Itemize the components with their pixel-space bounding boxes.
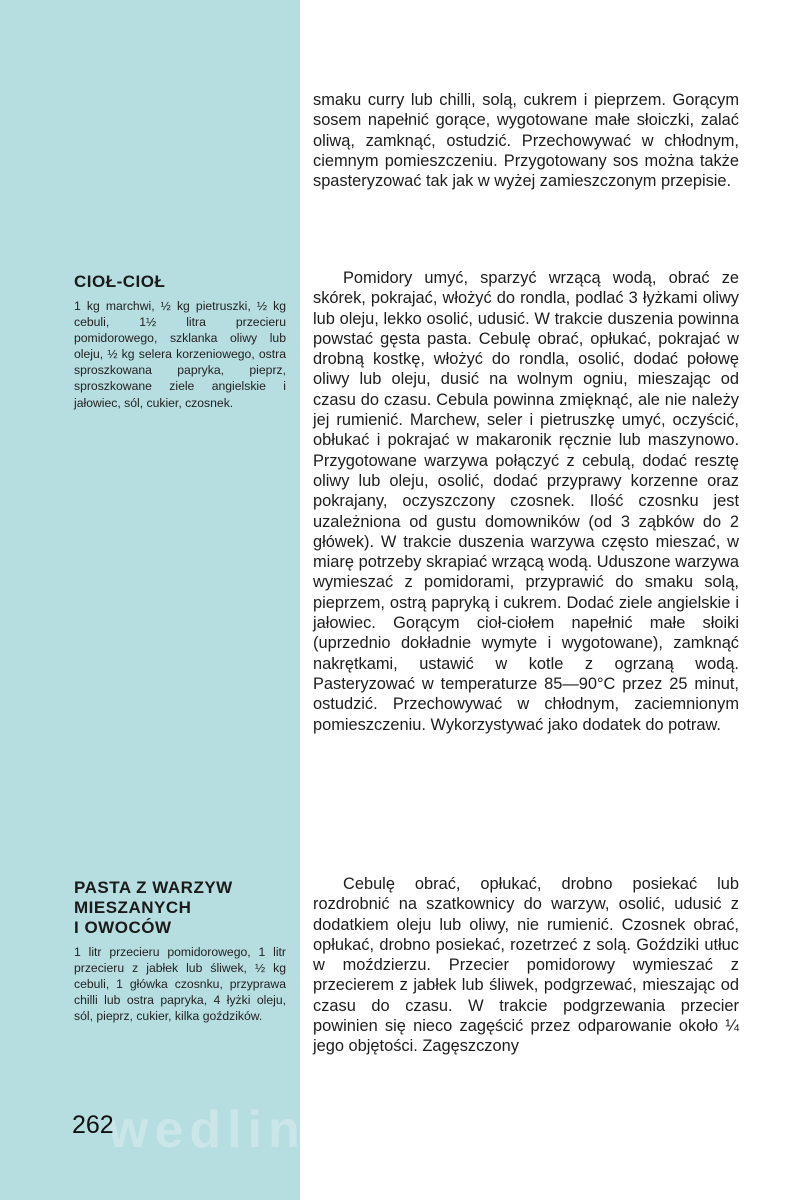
continuation-paragraph: smaku curry lub chilli, solą, cukrem i pieprzem. Gorącym sosem napełnić gorące, wygotowane małe słoiczki, zalać oliwą, zamknąć, ostudzić. Przechowywać w chłodnym, ciemnym pomieszczeniu. Przygotowany sos można także spasteryzować tak jak w wyżej zamieszczonym przepisie. <box>313 91 739 191</box>
recipe-1-method: Pomidory umyć, sparzyć wrzącą wodą, obrać ze skórek, pokrajać, włożyć do rondla, podlać 3 łyżkami oliwy lub oleju, lekko osolić, udusić. W trakcie duszenia powinna powstać gęsta pasta. Cebulę obrać, opłukać, pokrajać w drobną kostkę, włożyć do rondla, osolić, dodać połowę oliwy lub oleju, dusić na wolnym ogniu, mieszając od czasu do czasu. Cebula powinna zmięknąć, ale nie należy jej rumienić. Marchew, seler i pietruszkę umyć, oczyścić, obłukać i pokrajać w makaronik ręcznie lub maszynowo. Przygotowane warzywa połączyć z cebulą, dodać resztę oliwy lub oleju, osolić, dodać przyprawy korzenne oraz pokrajany, oczyszczony czosnek. Ilość czosnku jest uzależniona od gustu domowników (od 3 ząbków do 2 główek). W trakcie duszenia warzywa często mieszać, w miarę potrzeby skrapiać wrzącą wodą. Uduszone warzywa wymieszać z pomidorami, przyprawić do smaku solą, pieprzem, ostrą papryką i cukrem. Dodać ziele angielskie i jałowiec. Gorącym cioł-ciołem napełnić małe słoiki (uprzednio dokładnie wymyte i wygotowane), zamknąć nakrętkami, ustawić w kotle z ogrzaną wodą. Pasteryzować w temperaturze 85—90°C przez 25 minut, ostudzić. Przechowywać w chłodnym, zaciemnionym pomieszczeniu. Wykorzystywać jako dodatek do potraw. <box>313 269 739 734</box>
recipe-2-title: PASTA Z WARZYW MIESZANYCH I OWOCÓW <box>74 878 233 937</box>
recipe-2-method: Cebulę obrać, opłukać, drobno posiekać lub rozdrobnić na szatkownicy do warzyw, osolić, udusić z dodatkiem oleju lub oliwy, nie rumienić. Czosnek obrać, opłukać, drobno posiekać, rozetrzeć z solą. Goździki utłuc w moździerzu. Przecier pomidorowy wymieszać z przecierem z jabłek lub śliwek, podgrzewać, mieszając od czasu do czasu. W trakcie podgrzewania przecier powinien się nieco zagęścić przez odparowanie około ¼ jego objętości. Zagęszczony <box>313 875 739 1056</box>
recipe-2-ingredients: 1 litr przecieru pomidorowego, 1 litr przecieru z jabłek lub śliwek, ½ kg cebuli, 1 główka czosnku, przyprawa chilli lub ostra papryka, 4 łyżki oleju, sól, pieprz, cukier, kilka goździków. <box>74 945 286 1024</box>
recipe-2-header <box>74 878 286 1024</box>
recipe-1-title: CIOŁ-CIOŁ <box>74 272 166 291</box>
page-number: 262 <box>72 1111 114 1139</box>
watermark-text: wedlinydomowe.pl <box>108 1101 667 1159</box>
recipe-1-ingredients: 1 kg marchwi, ½ kg pietruszki, ½ kg cebuli, 1½ litra przecieru pomidorowego, szklanka oliwy lub oleju, ½ kg selera korzeniowego, ostra sproszkowana papryka, pieprz, sproszkowane ziele angielskie i jałowiec, sól, cukier, czosnek. <box>74 299 286 410</box>
recipe-1-header <box>74 272 286 411</box>
